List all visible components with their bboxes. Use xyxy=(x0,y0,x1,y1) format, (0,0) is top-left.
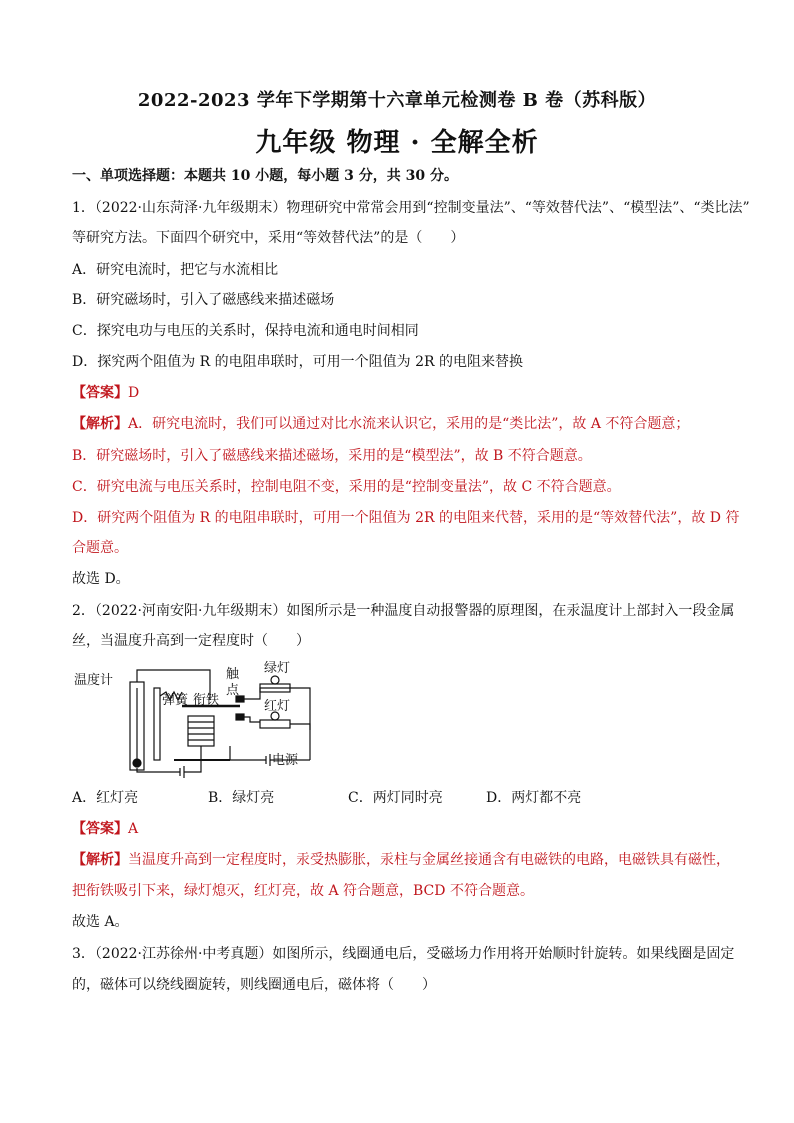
q3-stem-line2: 的，磁体可以绕线圈旋转，则线圈通电后，磁体将（ ） xyxy=(72,977,436,993)
q1-analysis-d2: 合题意。 xyxy=(72,540,128,556)
q3-stem-line1: 3．（2022·江苏徐州·中考真题）如图所示，线圈通电后，受磁场力作用将开始顺时针旋转。如果线圈是固定 xyxy=(72,946,735,962)
q2-answer-value: A xyxy=(128,821,139,837)
q1-option-a: A．研究电流时，把它与水流相比 xyxy=(72,262,279,278)
q2-option-b: B．绿灯亮 xyxy=(208,790,275,806)
q1-answer-value: D xyxy=(128,385,140,401)
label-thermometer: 温度计 xyxy=(74,673,114,688)
label-red-lamp: 红灯 xyxy=(264,699,291,714)
q2-answer-tag: 【答案】 xyxy=(72,821,128,837)
alarm-circuit-diagram xyxy=(70,660,330,780)
q2-stem-line2: 丝，当温度升高到一定程度时（ ） xyxy=(72,633,310,649)
q1-analysis-c: C．研究电流与电压关系时，控制电阻不变，采用的是“控制变量法”，故 C 不符合题意。 xyxy=(72,479,621,495)
q2-stem-line1: 2．（2022·河南安阳·九年级期末）如图所示是一种温度自动报警器的原理图，在汞温度计上部封入一段金属 xyxy=(72,603,735,619)
q1-analysis-a xyxy=(72,414,742,434)
q1-analysis-d1: D．研究两个阻值为 R 的电阻串联时，可用一个阻值为 2R 的电阻来代替，采用的是“等效替代法”，故 D 符 xyxy=(72,510,740,526)
electromagnet xyxy=(188,716,214,746)
q1-analysis-b: B．研究磁场时，引入了磁感线来描述磁场，采用的是“模型法”，故 B 不符合题意。 xyxy=(72,448,592,464)
q2-analysis-2: 把衔铁吸引下来，绿灯熄灭，红灯亮，故 A 符合题意，BCD 不符合题意。 xyxy=(72,883,534,899)
thermometer-bulb xyxy=(133,759,141,767)
document-subtitle: 九年级 物理 · 全解全析 xyxy=(255,128,539,158)
alarm-circuit-figure xyxy=(70,660,330,780)
q2-analysis-1-text: 当温度升高到一定程度时，汞受热膨胀，汞柱与金属丝接通含有电磁铁的电路，电磁铁具有磁性， xyxy=(128,852,730,868)
label-green-lamp: 绿灯 xyxy=(264,661,291,676)
q2-analysis-1 xyxy=(72,850,742,870)
q1-option-c: C．探究电功与电压的关系时，保持电流和通电时间相同 xyxy=(72,323,419,339)
label-power: 电源 xyxy=(272,753,299,768)
label-contact-1: 触 xyxy=(226,667,240,682)
q2-option-a: A．红灯亮 xyxy=(72,790,139,806)
label-contact-2: 点 xyxy=(226,683,240,698)
q1-analysis-tag: 【解析】 xyxy=(72,416,128,432)
q1-option-b: B．研究磁场时，引入了磁感线来描述磁场 xyxy=(72,292,335,308)
label-spring: 弹簧 xyxy=(162,693,189,708)
q1-answer xyxy=(72,383,742,403)
q2-analysis-tag: 【解析】 xyxy=(72,852,128,868)
document-title: 2022-2023 学年下学期第十六章单元检测卷 B 卷（苏科版） xyxy=(137,90,657,111)
q1-analysis-a-text: A．研究电流时，我们可以通过对比水流来认识它，采用的是“类比法”，故 A 不符合题意； xyxy=(128,416,690,432)
q2-option-d: D．两灯都不亮 xyxy=(486,790,582,806)
q2-choose: 故选 A。 xyxy=(72,914,129,930)
q1-stem-line1: 1．（2022·山东菏泽·九年级期末）物理研究中常常会用到“控制变量法”、“等效替代法”、“模型法”、“类比法” xyxy=(72,200,750,216)
q2-answer xyxy=(72,819,742,839)
q1-stem-line2: 等研究方法。下面四个研究中，采用“等效替代法”的是（ ） xyxy=(72,230,465,246)
section-heading: 一、单项选择题：本题共 10 小题，每小题 3 分，共 30 分。 xyxy=(72,168,458,184)
q1-choose: 故选 D。 xyxy=(72,571,130,587)
q1-answer-tag: 【答案】 xyxy=(72,385,128,401)
q2-option-c: C．两灯同时亮 xyxy=(348,790,443,806)
label-armature: 衔铁 xyxy=(193,693,220,708)
q1-option-d: D．探究两个阻值为 R 的电阻串联时，可用一个阻值为 2R 的电阻来替换 xyxy=(72,354,524,370)
